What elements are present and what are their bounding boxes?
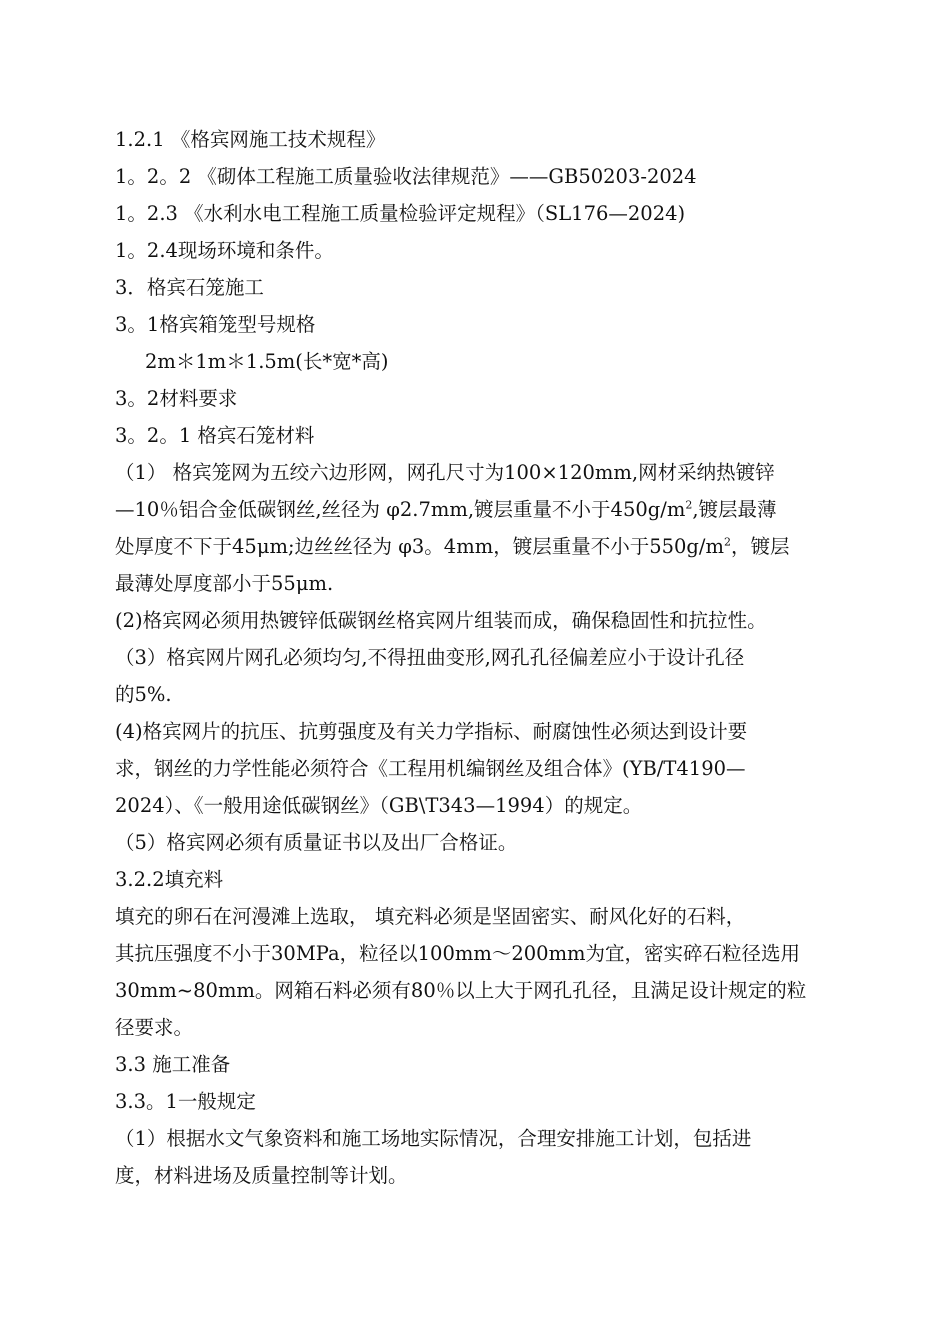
paragraph-line: 最薄处厚度部小于55μm. [115,572,334,595]
paragraph-line: 填充的卵石在河漫滩上选取， 填充料必须是坚固密实、耐风化好的石料， [115,905,746,928]
paragraph-line [115,528,865,565]
paragraph-line: (4)格宾网片的抗压、抗剪强度及有关力学指标、耐腐蚀性必须达到设计要 [115,720,748,743]
paragraph-line: （5）格宾网必须有质量证书以及出厂合格证。 [115,831,518,854]
paragraph-line: 其抗压强度不小于30MPa，粒径以100mm～200mm为宜，密实碎石粒径选用 [115,942,801,965]
paragraph-line: （1） 格宾笼网为五绞六边形网，网孔尺寸为100×120mm,网材采纳热镀锌 [115,461,775,484]
paragraph-line: 度，材料进场及质量控制等计划。 [115,1164,408,1187]
text-span: 处厚度不下于45μm;边丝丝径为 φ3。4mm，镀层重量不小于550g/m [115,535,724,558]
ref-1-2-4: 1。2.4现场环境和条件。 [115,239,334,262]
section-3-2-1-heading: 3。2。1 格宾石笼材料 [115,424,315,447]
ref-1-2-3: 1。2.3 《水利水电工程施工质量检验评定规程》（SL176—2024) [115,202,686,225]
section-3-3-heading: 3.3 施工准备 [115,1053,231,1076]
paragraph-line: (2)格宾网必须用热镀锌低碳钢丝格宾网片组装而成，确保稳固性和抗拉性。 [115,609,767,632]
section-3-1-heading: 3。1格宾箱笼型号规格 [115,313,316,336]
superscript: 2 [723,535,731,549]
paragraph-line: 2024）、《一般用途低碳钢丝》（GB\T343—1994）的规定。 [115,794,643,817]
superscript: 2 [685,498,693,512]
paragraph-line: 求，钢丝的力学性能必须符合《工程用机编钢丝及组合体》(YB/T4190— [115,757,746,780]
paragraph-line: （1）根据水文气象资料和施工场地实际情况，合理安排施工计划，包括进 [115,1127,752,1150]
section-3-3-1-heading: 3.3。1一般规定 [115,1090,256,1113]
ref-1-2-1: 1.2.1 《格宾网施工技术规程》 [115,128,386,151]
paragraph-line: 的5%. [115,683,172,706]
text-span: ,镀层最薄 [692,498,777,521]
paragraph-line: 径要求。 [115,1016,194,1039]
text-span: —10％铝合金低碳钢丝,丝径为 φ2.7mm,镀层重量不小于450g/m [115,498,686,521]
paragraph-line [115,491,865,528]
section-3-2-2-heading: 3.2.2填充料 [115,868,224,891]
section-3-heading: 3．格宾石笼施工 [115,276,264,299]
document-body [115,121,865,1194]
section-3-2-heading: 3。2材料要求 [115,387,238,410]
cage-dimensions: 2m＊1m＊1.5m(长*宽*高) [145,350,389,373]
paragraph-line: 30mm~80mm。网箱石料必须有80％以上大于网孔孔径，且满足设计规定的粒 [115,979,807,1002]
ref-1-2-2: 1。2。2 《砌体工程施工质量验收法律规范》——GB50203-2024 [115,165,697,188]
paragraph-line: （3）格宾网片网孔必须均匀,不得扭曲变形,网孔孔径偏差应小于设计孔径 [115,646,745,669]
text-span: ，镀层 [730,535,790,558]
